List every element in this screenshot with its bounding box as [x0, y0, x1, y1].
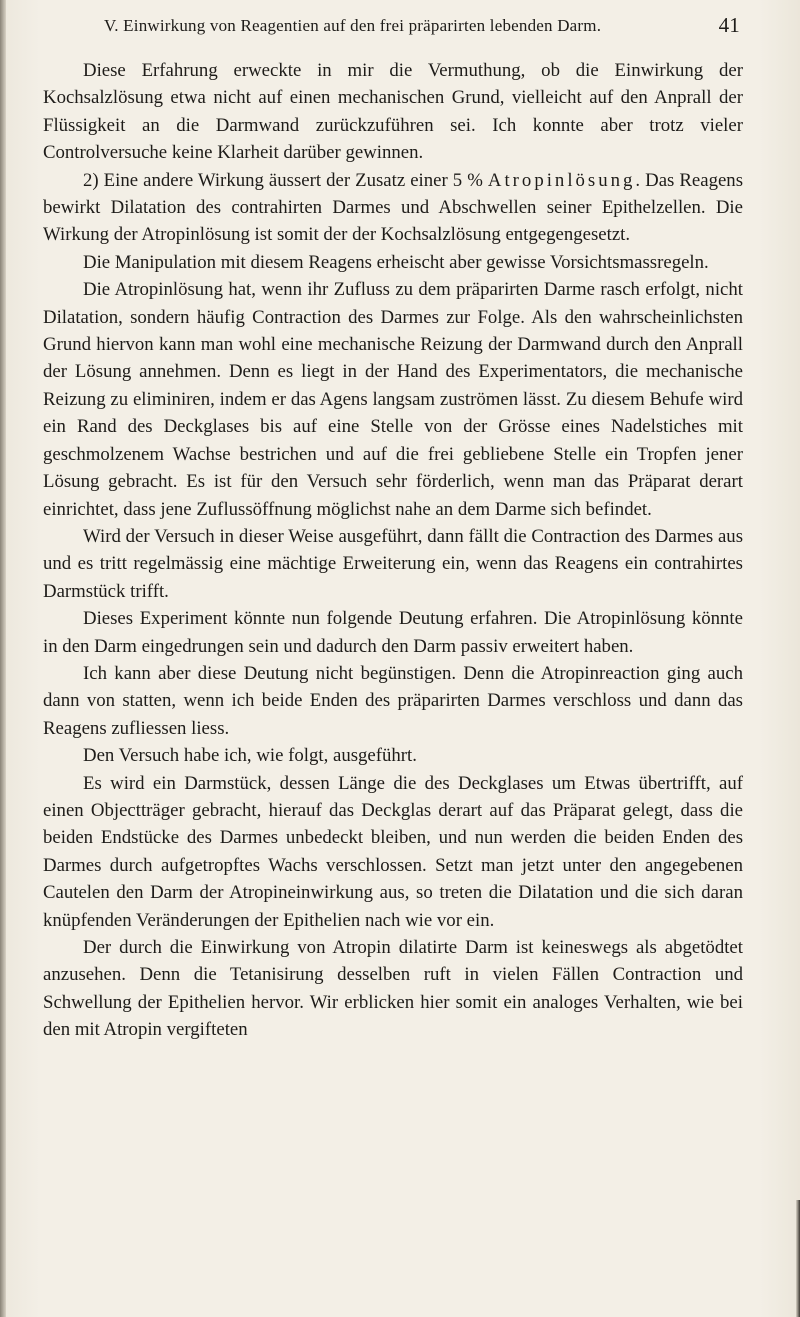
body-text: [43, 57, 743, 1044]
page-number: 41: [718, 13, 740, 37]
paragraph: Es wird ein Darmstück, dessen Länge die des Deckglases um Etwas übertrifft, auf einen Objectträger gebracht, hierauf das Deckglas derart auf das Präparat gelegt, dass die beiden Endstücke des Darmes unbedeckt bleiben, und nun werden die beiden Enden des Darmes durch aufgetropftes Wachs verschlossen. Setzt man jetzt unter den angegebenen Cautelen den Darm der Atropineinwirkung aus, so treten die Dilatation und die sich daran knüpfenden Veränderungen der Epithelien nach wie vor ein.: [43, 772, 743, 931]
page-binding-shadow: [0, 0, 6, 1317]
paragraph: Diese Erfahrung erweckte in mir die Vermuthung, ob die Einwirkung der Kochsalzlösung etwa nicht auf einen mechanischen Grund, vielleicht auf den Anprall der Flüssigkeit an die Darmwand zurückzuführen sei. Ich konnte aber trotz vieler Controlversuche keine Klarheit darüber gewinnen.: [43, 60, 743, 164]
paragraph: Die Manipulation mit diesem Reagens erheischt aber gewisse Vorsichtsmassregeln.: [83, 251, 709, 273]
paragraph-lead: 2) Eine andere Wirkung äussert der Zusatz einer 5 %: [83, 169, 488, 191]
page-edge-shadow: [796, 1200, 800, 1317]
paragraph: Der durch die Einwirkung von Atropin dilatirte Darm ist keineswegs als abgetödtet anzusehen. Denn die Tetanisirung desselben ruft in vielen Fällen Contraction und Schwellung der Epithelien hervor. Wir erblicken hier somit ein analoges Verhalten, wie bei den mit Atropin vergifteten: [43, 937, 743, 1041]
paragraph: [43, 167, 743, 249]
running-title: V. Einwirkung von Reagentien auf den frei präparirten lebenden Darm.: [104, 16, 602, 35]
paragraph: Die Atropinlösung hat, wenn ihr Zufluss zu dem präparirten Darme rasch erfolgt, nicht Dilatation, sondern häufig Contraction des Darmes zur Folge. Als den wahrscheinlichsten Grund hiervon kann man wohl eine mechanische Reizung der Darmwand durch den Anprall der Lösung annehmen. Denn es liegt in der Hand des Experimentators, die mechanische Reizung zu eliminiren, indem er das Agens langsam zuströmen lässt. Zu diesem Behufe wird ein Rand des Deckglases bis auf eine Stelle von der Grösse eines Nadelstiches mit geschmolzenem Wachse bestrichen und auf die frei gebliebene Stelle ein Tropfen jener Lösung gebracht. Es ist für den Versuch sehr förderlich, wenn man das Präparat derart einrichtet, dass jene Zuflussöffnung möglichst nahe an dem Darme sich befindet.: [43, 279, 743, 520]
paragraph: Ich kann aber diese Deutung nicht begünstigen. Denn die Atropinreaction ging auch dann von statten, wenn ich beide Enden des präparirten Darmes verschloss und dann das Reagens zufliessen liess.: [43, 662, 743, 739]
paragraph: Dieses Experiment könnte nun folgende Deutung erfahren. Die Atropinlösung könnte in den Darm eingedrungen sein und dadurch den Darm passiv erweitert haben.: [43, 608, 743, 657]
paragraph-text: . Das Reagens bewirkt Dilatation des contrahirten Darmes und Abschwellen seiner Epithelzellen. Die Wirkung der Atropinlösung ist somit der der Kochsalzlösung entgegengesetzt.: [43, 169, 744, 246]
emphasized-term: Atropinlösung: [487, 169, 636, 191]
paragraph: Den Versuch habe ich, wie folgt, ausgeführt.: [83, 745, 417, 767]
paragraph: Wird der Versuch in dieser Weise ausgeführt, dann fällt die Contraction des Darmes aus und es tritt regelmässig eine mächtige Erweiterung ein, wenn das Reagens ein contrahirtes Darmstück trifft.: [43, 525, 743, 602]
running-header: [104, 10, 740, 40]
